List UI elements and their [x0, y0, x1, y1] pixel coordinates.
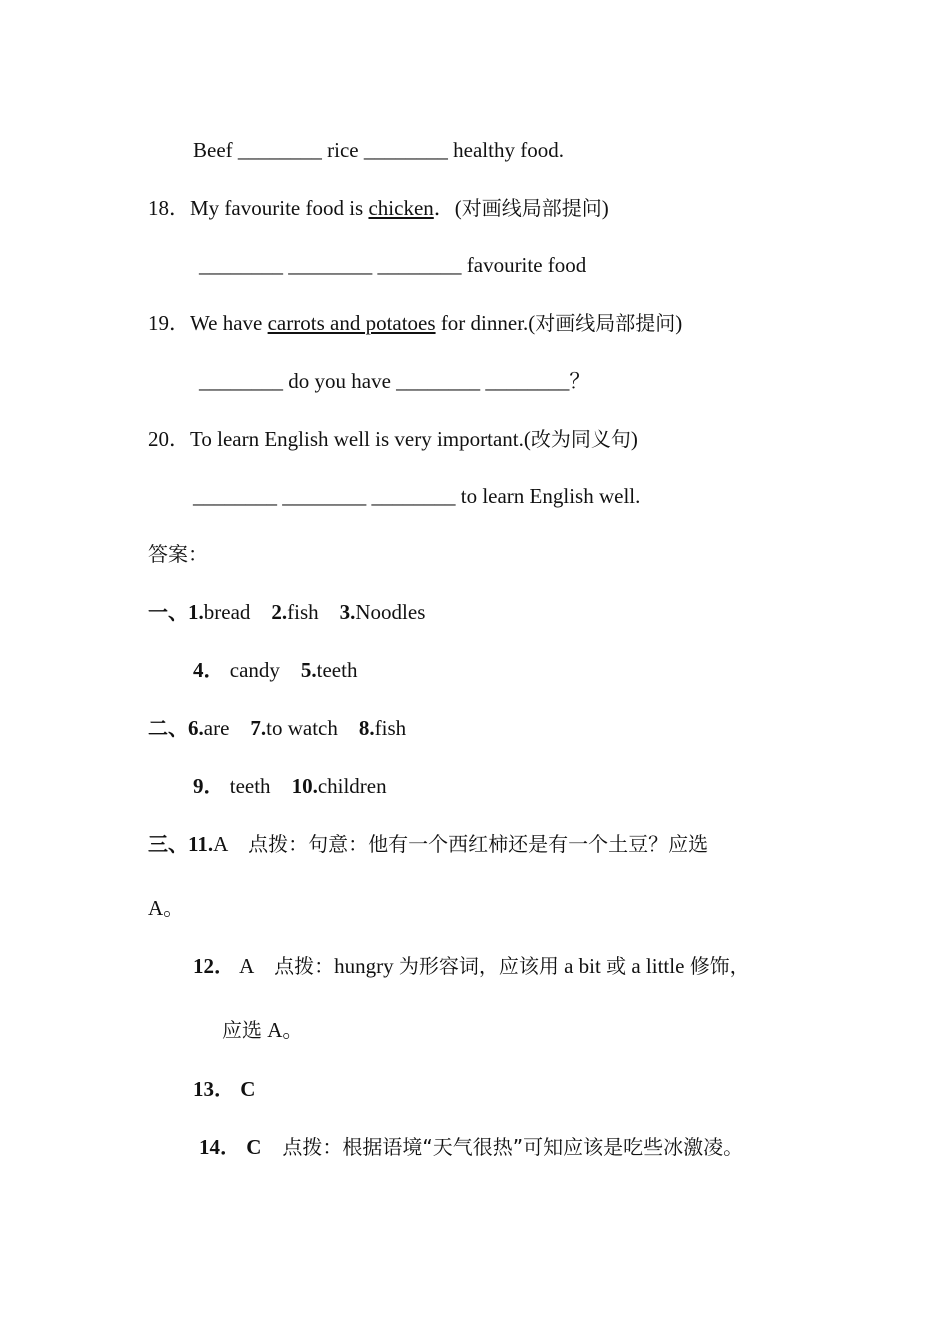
answer-value: fish — [287, 600, 319, 624]
text: rice — [327, 138, 359, 162]
instruction: 对画线局部提问 — [461, 196, 602, 220]
question-text: ) — [601, 196, 609, 220]
section-1-line-1 — [148, 598, 425, 626]
answer-number: 3. — [339, 600, 356, 624]
underlined-text: carrots and potatoes — [267, 311, 436, 335]
answer-number: 10. — [291, 774, 318, 798]
question-text: We have — [190, 311, 268, 335]
section-1-line-2 — [193, 656, 357, 684]
answer-value: Noodles — [355, 600, 426, 624]
answer-number: 4． — [193, 658, 225, 682]
explanation: 点拨：句意：他有一个西红柿还是有一个土豆？应选 — [248, 832, 709, 856]
q17-answer-line — [193, 136, 564, 164]
question-text: My favourite food is — [190, 196, 369, 220]
section-label: 二、 — [148, 716, 188, 740]
answer-value: teeth — [229, 774, 271, 798]
answer-value: C — [240, 1077, 256, 1101]
answer-value: are — [203, 716, 230, 740]
explanation: 或 — [606, 954, 627, 978]
answer-number: 5. — [300, 658, 317, 682]
answer-value: teeth — [316, 658, 358, 682]
q20-answer-line: ________ ________ ________ to learn English well. — [193, 484, 641, 508]
answer-number: 9． — [193, 774, 225, 798]
answer-number: 12． — [193, 954, 235, 978]
q19-answer-line: ________ do you have ________ ________？ — [199, 369, 591, 393]
question-number: 20． — [148, 427, 190, 451]
answer-number: 7. — [250, 716, 267, 740]
section-3-q14 — [199, 1133, 743, 1161]
explanation-label: 点拨： — [274, 954, 335, 978]
instruction: 改为同义句 — [530, 427, 631, 451]
question-text: ) — [630, 427, 638, 451]
question-text: ) — [675, 311, 683, 335]
question-number: 18． — [148, 196, 190, 220]
answer-number: 11. — [188, 832, 214, 856]
question-text: To learn English well is very important.( — [190, 427, 531, 451]
question-20 — [148, 425, 638, 453]
answer-value: fish — [374, 716, 407, 740]
answers-heading: 答案： — [148, 542, 208, 566]
section-label: 三、 — [148, 832, 188, 856]
section-3-q11 — [148, 830, 708, 858]
explanation-word: a bit — [564, 954, 601, 978]
question-19 — [148, 309, 682, 337]
section-2-line-1 — [148, 714, 406, 742]
answer-value: A — [239, 954, 254, 978]
explanation-word: a little — [631, 954, 685, 978]
answer-number: 14． — [199, 1135, 241, 1159]
answer-value: candy — [229, 658, 280, 682]
answer-value: children — [317, 774, 387, 798]
answer-number: 13． — [193, 1077, 235, 1101]
explanation-word: A。 — [267, 1018, 304, 1042]
question-18 — [148, 194, 609, 222]
section-label: 一、 — [148, 600, 188, 624]
answer-number: 8. — [358, 716, 375, 740]
question-text: for dinner.( — [435, 311, 536, 335]
section-3-q12-continuation — [222, 1016, 303, 1044]
section-3-q12 — [193, 952, 750, 980]
explanation: 应选 — [222, 1018, 262, 1042]
answer-number: 6. — [188, 716, 204, 740]
underlined-text: chicken — [368, 196, 434, 220]
explanation-word: hungry — [334, 954, 394, 978]
explanation: 为形容词，应该用 — [398, 954, 559, 978]
text: healthy food. — [453, 138, 564, 162]
blank: ________ — [363, 138, 448, 162]
answer-value: A — [213, 832, 228, 856]
section-3-q11-continuation: A。 — [148, 896, 185, 920]
instruction: 对画线局部提问 — [535, 311, 676, 335]
answer-number: 1. — [188, 600, 204, 624]
answer-value: C — [246, 1135, 262, 1159]
q18-answer-line: ________ ________ ________ favourite food — [199, 253, 587, 277]
question-text: ．( — [433, 196, 462, 220]
section-3-q13 — [193, 1075, 255, 1103]
blank: ________ — [237, 138, 322, 162]
text: Beef — [193, 138, 233, 162]
answer-number: 2. — [271, 600, 288, 624]
section-2-line-2 — [193, 772, 387, 800]
explanation: 点拨：根据语境“天气很热”可知应该是吃些冰激凌。 — [282, 1135, 744, 1159]
answer-value: to watch — [266, 716, 338, 740]
answer-value: bread — [203, 600, 251, 624]
question-number: 19． — [148, 311, 190, 335]
explanation: 修饰， — [689, 954, 750, 978]
